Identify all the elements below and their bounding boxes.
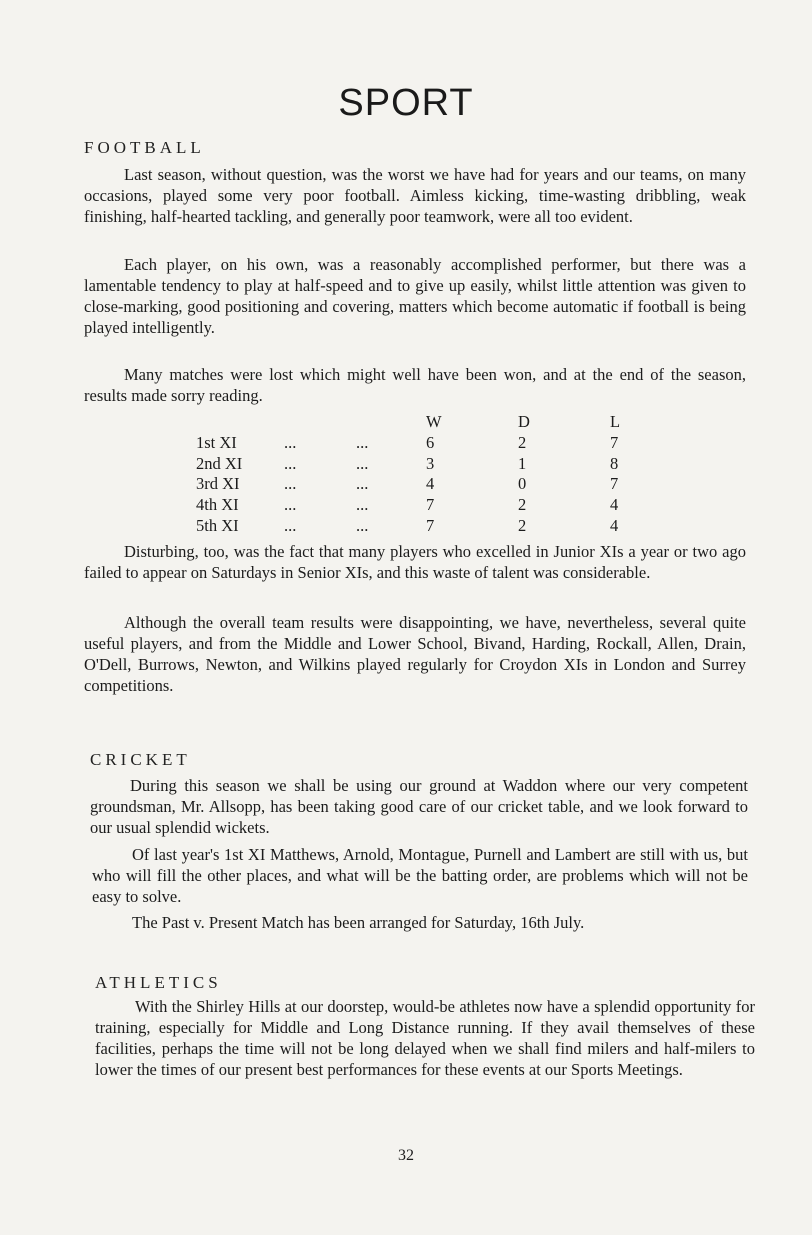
leader-dots: ... (356, 474, 369, 494)
losses-cell: 8 (610, 453, 619, 473)
leader-dots: ... (284, 453, 297, 473)
football-paragraph-4: Disturbing, too, was the fact that many players who excelled in Junior XIs a year or two ago failed to appear on Saturdays in Senior XIs, and this waste of talent was considerable. (84, 542, 746, 582)
draws-cell: 2 (518, 432, 527, 452)
table-row (196, 433, 702, 454)
wins-cell: 4 (426, 474, 435, 494)
football-paragraph-5: Although the overall team results were disappointing, we have, nevertheless, several quite useful players, and from the Middle and Lower School, Bivand, Harding, Rockall, Allen, Drain, O'Dell, Burrows, Newton, and Wilkins played regularly for Croydon XIs in London and Surrey competitions. (84, 613, 746, 695)
team-name: 3rd XI (196, 474, 240, 494)
cricket-paragraph-2: Of last year's 1st XI Matthews, Arnold, Montague, Purnell and Lambert are still with us, but who will fill the other places, and what will be the batting order, are problems which will not be easy to solve. (92, 845, 748, 906)
football-paragraph-1: Last season, without question, was the worst we have had for years and our teams, on many occasions, played some very poor football. Aimless kicking, time-wasting dribbling, weak finishing, half-hearted tackling, and generally poor teamwork, were all too evident. (84, 165, 746, 226)
leader-dots: ... (356, 515, 369, 535)
draws-cell: 1 (518, 453, 527, 473)
table-row (196, 474, 702, 495)
wins-cell: 7 (426, 515, 435, 535)
page-title: SPORT (338, 82, 474, 124)
header-losses: L (610, 412, 621, 431)
draws-cell: 0 (518, 474, 527, 494)
athletics-heading: ATHLETICS (95, 973, 222, 992)
team-name: 2nd XI (196, 453, 243, 473)
cricket-paragraph-1: During this season we shall be using our ground at Waddon where our very competent groundsman, Mr. Allsopp, has been taking good care of our cricket table, and we look forward to our usual splendid wickets. (90, 776, 748, 837)
team-name: 5th XI (196, 515, 239, 535)
athletics-paragraph-1: With the Shirley Hills at our doorstep, would-be athletes now have a splendid opportunity for training, especially for Middle and Long Distance running. If they avail themselves of these facilities, perhaps the time will not be long delayed when we shall find milers and half-milers to lower the times of our present best performances for these events at our Sports Meetings. (95, 997, 755, 1079)
leader-dots: ... (284, 495, 297, 515)
leader-dots: ... (284, 515, 297, 535)
losses-cell: 7 (610, 474, 619, 494)
football-paragraph-3: Many matches were lost which might well have been won, and at the end of the season, results made sorry reading. (84, 365, 746, 405)
header-draws: D (518, 412, 530, 431)
losses-cell: 4 (610, 495, 619, 515)
cricket-paragraph-3: The Past v. Present Match has been arranged for Saturday, 16th July. (132, 913, 585, 932)
wins-cell: 7 (426, 495, 435, 515)
table-row (196, 495, 702, 516)
table-row (196, 516, 702, 537)
team-name: 4th XI (196, 495, 239, 515)
losses-cell: 7 (610, 432, 619, 452)
draws-cell: 2 (518, 515, 527, 535)
leader-dots: ... (284, 432, 297, 452)
football-heading: FOOTBALL (84, 138, 205, 157)
wins-cell: 6 (426, 432, 435, 452)
team-name: 1st XI (196, 432, 237, 452)
leader-dots: ... (356, 432, 369, 452)
cricket-heading: CRICKET (90, 750, 191, 769)
results-table (196, 412, 702, 537)
wins-cell: 3 (426, 453, 435, 473)
leader-dots: ... (356, 453, 369, 473)
losses-cell: 4 (610, 515, 619, 535)
results-header-row (196, 412, 702, 433)
leader-dots: ... (284, 474, 297, 494)
page-number: 32 (398, 1147, 414, 1164)
header-wins: W (426, 412, 442, 431)
leader-dots: ... (356, 495, 369, 515)
football-paragraph-2: Each player, on his own, was a reasonably accomplished performer, but there was a lamentable tendency to play at half-speed and to give up easily, whilst little attention was given to close-marking, good positioning and covering, matters which become automatic if football is being played intelligently. (84, 255, 746, 337)
draws-cell: 2 (518, 495, 527, 515)
table-row (196, 454, 702, 475)
